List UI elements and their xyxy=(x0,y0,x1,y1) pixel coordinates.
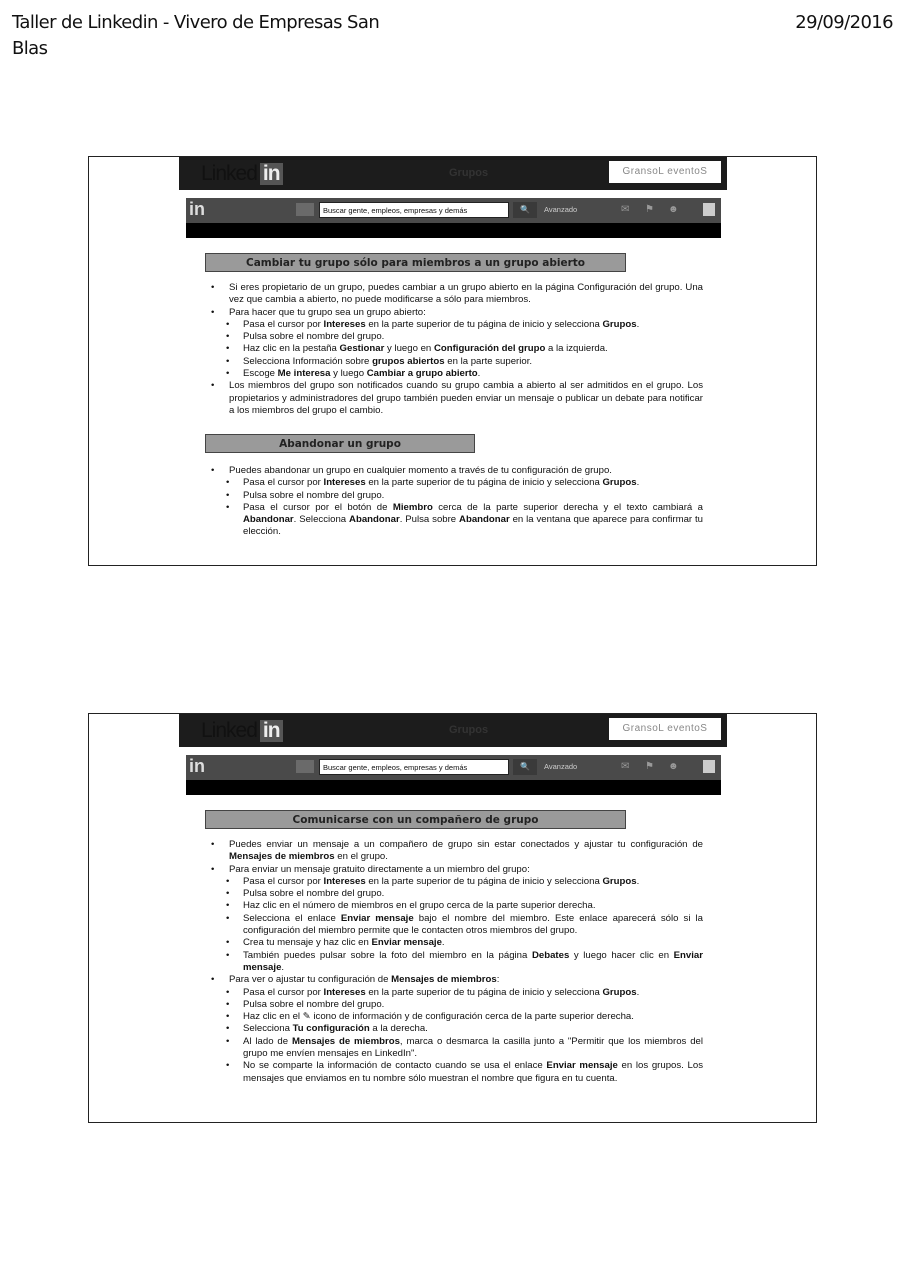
bullet-list xyxy=(211,282,703,417)
text: Pasa el cursor por xyxy=(243,318,324,330)
bold-text: Grupos xyxy=(602,986,637,998)
bold-text: Miembro xyxy=(392,501,433,513)
text: cerca de la parte superior derecha y el texto cambiará a xyxy=(432,501,703,513)
text: Selecciona el enlace xyxy=(243,912,341,924)
search-input[interactable]: Buscar gente, empleos, empresas y demás xyxy=(319,202,509,218)
text: Haz clic en el ✎ icono de información y de configuración cerca de la parte superior derecha. xyxy=(243,1011,634,1023)
bold-text: Intereses xyxy=(323,318,366,330)
list-item xyxy=(211,1060,703,1085)
text: También puedes pulsar sobre la foto del miembro en la página xyxy=(243,949,532,961)
text: en la parte superior de tu página de inicio y selecciona xyxy=(365,986,603,998)
list-item xyxy=(211,999,703,1011)
slide-banner xyxy=(179,157,727,190)
text: en la parte superior de tu página de inicio y selecciona xyxy=(365,875,603,887)
bold-text: Grupos xyxy=(602,875,637,887)
logo-in-badge: in xyxy=(260,163,283,185)
text: Selecciona xyxy=(243,1023,293,1035)
list-item xyxy=(211,839,703,864)
bold-text: Gestionar xyxy=(339,343,385,355)
search-icon[interactable]: 🔍 xyxy=(513,202,537,218)
list-item xyxy=(211,864,703,876)
nav-strip xyxy=(186,223,721,238)
bold-text: Cambiar a grupo abierto xyxy=(366,368,478,380)
text: . xyxy=(636,318,640,330)
list-item xyxy=(211,1036,703,1061)
bold-text: Abandonar xyxy=(243,514,294,526)
text: en los grupos. Los mensajes que enviamos en tu nombre sólo muestran el nombre que figura en tu cuenta. xyxy=(243,1060,703,1084)
list-item xyxy=(211,876,703,888)
text: a la izquierda. xyxy=(545,343,608,355)
list-item xyxy=(211,282,703,307)
bullet-list xyxy=(211,839,703,1085)
list-item xyxy=(211,343,703,355)
list-item xyxy=(211,380,703,417)
text: No se comparte la información de contacto cuando se usa el enlace xyxy=(243,1060,547,1072)
text: en el grupo. xyxy=(334,851,388,863)
list-item xyxy=(211,888,703,900)
linkedin-logo xyxy=(201,162,283,186)
banner-title: Grupos xyxy=(449,724,489,736)
bold-text: Intereses xyxy=(323,477,366,489)
text: Pasa el cursor por el botón de xyxy=(243,501,393,513)
text: Puedes enviar un mensaje a un compañero de grupo sin estar conectados y ajustar tu configuración de xyxy=(229,839,703,850)
advanced-link[interactable]: Avanzado xyxy=(544,762,578,771)
bold-text: Mensajes de miembros xyxy=(229,851,335,863)
text: Para ver o ajustar tu configuración de xyxy=(229,974,392,986)
search-input[interactable]: Buscar gente, empleos, empresas y demás xyxy=(319,759,509,775)
nav-strip xyxy=(186,780,721,795)
bold-text: Grupos xyxy=(602,318,637,330)
bold-text: Abandonar xyxy=(349,514,400,526)
text: Pasa el cursor por xyxy=(243,986,324,998)
text: Los miembros del grupo son notificados cuando su grupo cambia a abierto al ser admitidos en el grupo. Los propietarios y administradores del grupo también pueden enviar un mensaje o publicar un debate para notificar a los miembros del grupo el cambio. xyxy=(229,380,703,416)
flag-icon[interactable]: ⚑ xyxy=(645,204,654,215)
slide-banner xyxy=(179,714,727,747)
search-icon[interactable]: 🔍 xyxy=(513,759,537,775)
bullet-list xyxy=(211,465,703,539)
bold-text: Configuración del grupo xyxy=(433,343,546,355)
linkedin-navbar xyxy=(186,755,721,780)
section-heading: Cambiar tu grupo sólo para miembros a un grupo abierto xyxy=(205,253,626,272)
bold-text: grupos abiertos xyxy=(372,355,445,367)
text: . xyxy=(441,937,445,949)
text: . xyxy=(636,986,640,998)
bold-text: Enviar mensaje xyxy=(371,937,442,949)
text: y luego xyxy=(330,368,367,380)
logo-text: Linked xyxy=(201,719,257,742)
text: Al lado de xyxy=(243,1035,292,1047)
slide-2 xyxy=(88,713,817,1123)
mail-icon[interactable]: ✉ xyxy=(621,204,630,215)
text: en la ventana que aparece para confirmar tu elección. xyxy=(243,514,703,538)
text: Pulsa sobre el nombre del grupo. xyxy=(243,331,385,343)
text: y luego en xyxy=(384,343,434,355)
gransol-logo: GransoL eventoS xyxy=(609,718,721,740)
avatar[interactable] xyxy=(703,760,715,773)
linkedin-home-icon[interactable]: in xyxy=(189,199,205,219)
text: . Pulsa sobre xyxy=(399,514,460,526)
text: Pasa el cursor por xyxy=(243,875,324,887)
slide-1 xyxy=(88,156,817,566)
bold-text: Mensajes de miembros xyxy=(391,974,497,986)
bold-text: Enviar mensaje xyxy=(546,1060,618,1072)
list-item xyxy=(211,913,703,938)
text: Si eres propietario de un grupo, puedes cambiar a un grupo abierto en la página Configuración del grupo. Una vez que cambia a abierto, no puede modificarse a sólo para miembros. xyxy=(229,282,703,306)
text: Pulsa sobre el nombre del grupo. xyxy=(243,888,385,900)
text: Pulsa sobre el nombre del grupo. xyxy=(243,998,385,1010)
text: Haz clic en la pestaña xyxy=(243,343,340,355)
add-contact-icon[interactable]: ☻ xyxy=(668,761,679,772)
document-title: Taller de Linkedin - Vivero de Empresas San Blas xyxy=(12,12,380,59)
gransol-logo: GransoL eventoS xyxy=(609,161,721,183)
text: . xyxy=(281,961,285,973)
bold-text: Intereses xyxy=(323,986,366,998)
text: . xyxy=(477,368,481,380)
list-item xyxy=(211,331,703,343)
list-item xyxy=(211,490,703,502)
list-item xyxy=(211,502,703,539)
bold-text: Enviar mensaje xyxy=(243,949,703,973)
section-heading: Comunicarse con un compañero de grupo xyxy=(205,810,626,829)
text: bajo el nombre del miembro. Este enlace aparecerá sólo si la configuración del miembro permite que le contacten otros miembros del grupo. xyxy=(243,912,703,937)
text: Crea tu mensaje y haz clic en xyxy=(243,937,372,949)
bold-text: Mensajes de miembros xyxy=(291,1035,400,1047)
list-item xyxy=(211,465,703,477)
list-item xyxy=(211,477,703,489)
text: y luego hacer clic en xyxy=(569,949,674,961)
logo-text: Linked xyxy=(201,162,257,185)
list-item xyxy=(211,1011,703,1023)
linkedin-home-icon[interactable]: in xyxy=(189,756,205,776)
list-item xyxy=(211,987,703,999)
bold-text: Enviar mensaje xyxy=(340,912,414,924)
text: en la parte superior. xyxy=(444,355,533,367)
text: Pasa el cursor por xyxy=(243,477,324,489)
list-item xyxy=(211,368,703,380)
linkedin-navbar xyxy=(186,198,721,223)
list-item xyxy=(211,900,703,912)
text: . xyxy=(636,875,640,887)
text: Escoge xyxy=(243,368,278,380)
mail-icon[interactable]: ✉ xyxy=(621,761,630,772)
list-item xyxy=(211,974,703,986)
advanced-link[interactable]: Avanzado xyxy=(544,205,578,214)
flag-icon[interactable]: ⚑ xyxy=(645,761,654,772)
menu-icon[interactable] xyxy=(296,203,314,216)
text: , marca o desmarca la casilla junto a "Permitir que los miembros del grupo me envíen mensajes en LinkedIn". xyxy=(243,1035,703,1060)
text: Puedes abandonar un grupo en cualquier momento a través de tu configuración de grupo. xyxy=(229,465,612,476)
text: Para enviar un mensaje gratuito directamente a un miembro del grupo: xyxy=(229,863,530,875)
list-item xyxy=(211,937,703,949)
text: Haz clic en el número de miembros en el grupo cerca de la parte superior derecha. xyxy=(243,900,596,912)
menu-icon[interactable] xyxy=(296,760,314,773)
list-item xyxy=(211,1023,703,1035)
text: . Selecciona xyxy=(293,514,350,526)
text: Selecciona Información sobre xyxy=(243,355,373,367)
text: en la parte superior de tu página de inicio y selecciona xyxy=(365,318,603,330)
text: . xyxy=(636,477,640,489)
add-contact-icon[interactable]: ☻ xyxy=(668,204,679,215)
bold-text: Me interesa xyxy=(277,368,331,380)
text: a la derecha. xyxy=(369,1023,428,1035)
document-date: 29/09/2016 xyxy=(795,12,893,33)
linkedin-logo xyxy=(201,719,283,743)
section-heading: Abandonar un grupo xyxy=(205,434,475,453)
text: Para hacer que tu grupo sea un grupo abierto: xyxy=(229,306,426,318)
text: : xyxy=(496,974,500,986)
bold-text: Abandonar xyxy=(459,514,510,526)
bold-text: Debates xyxy=(531,949,570,961)
avatar[interactable] xyxy=(703,203,715,216)
bold-text: Grupos xyxy=(602,477,637,489)
list-item xyxy=(211,356,703,368)
text: en la parte superior de tu página de inicio y selecciona xyxy=(365,477,603,489)
bold-text: Intereses xyxy=(323,875,366,887)
logo-in-badge: in xyxy=(260,720,283,742)
bold-text: Tu configuración xyxy=(292,1023,370,1035)
banner-title: Grupos xyxy=(449,167,489,179)
text: Pulsa sobre el nombre del grupo. xyxy=(243,489,385,501)
list-item xyxy=(211,307,703,319)
list-item xyxy=(211,950,703,975)
list-item xyxy=(211,319,703,331)
